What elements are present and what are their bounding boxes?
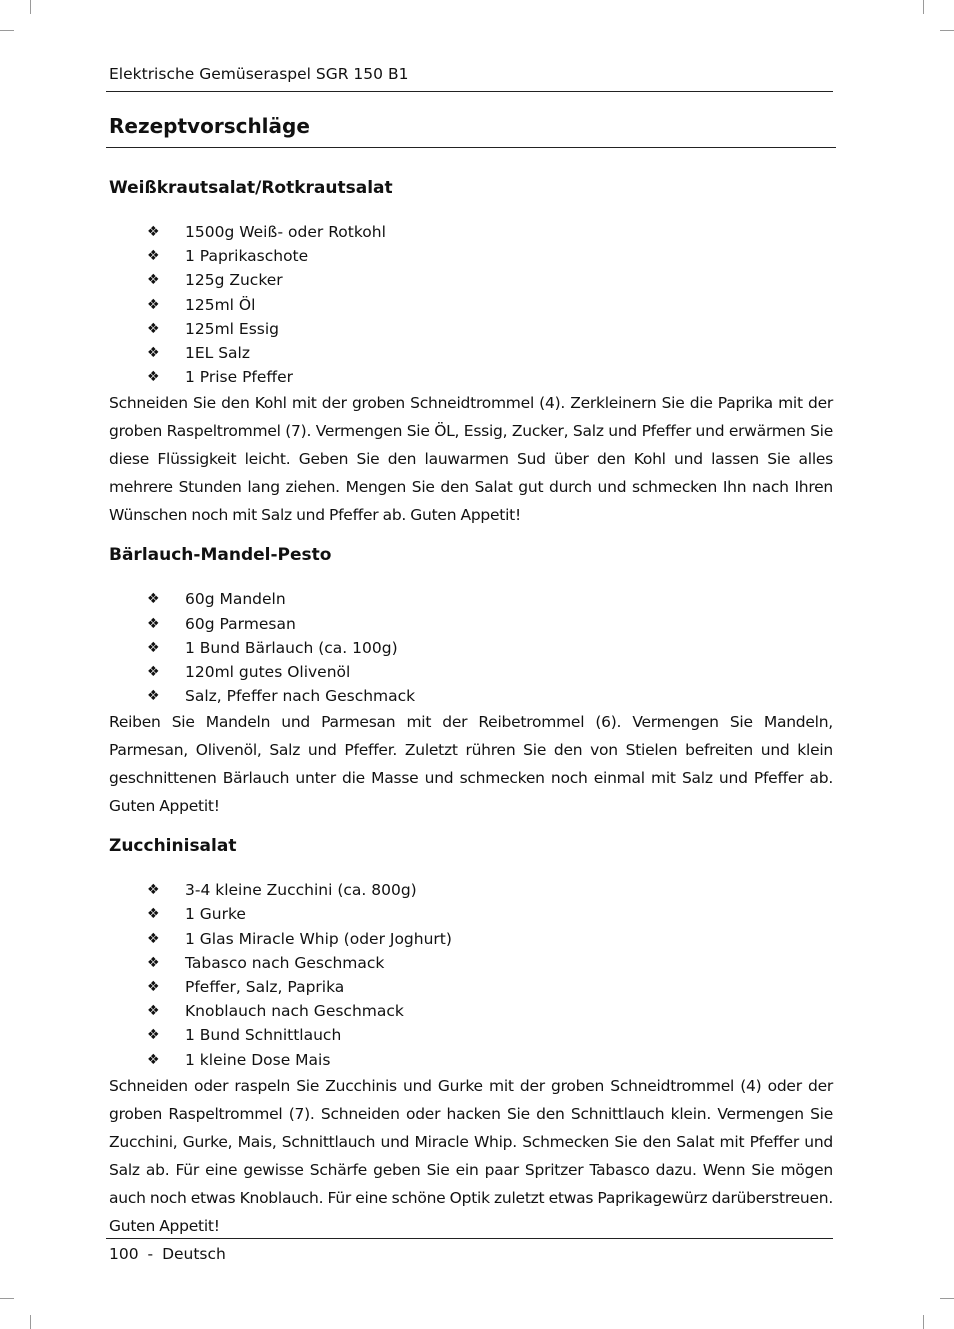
bullet-icon: ❖: [147, 979, 160, 995]
bullet-icon: ❖: [147, 615, 160, 632]
bullet-icon: ❖: [147, 930, 160, 947]
ingredient-text: 60g Parmesan: [185, 614, 296, 633]
ingredient-text: 125g Zucker: [185, 271, 283, 290]
list-item: [109, 878, 833, 902]
ingredient-text: 1 Prise Pfeffer: [185, 368, 294, 387]
instructions-paragraph: Schneiden Sie den Kohl mit der groben Schneidtrommel (4). Zerkleinern Sie die Paprika mit der groben Raspeltrommel (7). Vermengen Sie ÖL, Essig, Zucker, Salz und Pfeffer und erwärmen Sie diese Flüssigkeit leicht. Geben Sie den lauwarmen Sud über den Kohl und lassen Sie alles mehrere Stunden lang ziehen. Mengen Sie den Salat gut durch und schmecken Ihn nach Ihren Wünschen noch mit Salz und Pfeffer ab. Guten Appetit!: [109, 394, 833, 525]
list-item: [109, 587, 833, 611]
bullet-icon: ❖: [147, 639, 160, 656]
list-item: [109, 268, 833, 292]
ingredient-text: 1 Bund Bärlauch (ca. 100g): [185, 638, 398, 657]
ingredient-text: 1 Paprikaschote: [185, 247, 309, 266]
list-item: [109, 220, 833, 244]
bullet-icon: ❖: [147, 272, 160, 289]
bullet-icon: ❖: [147, 296, 160, 313]
ingredient-text: 1500g Weiß- oder Rotkohl: [185, 223, 386, 241]
section-title: Bärlauch-Mandel-Pesto: [109, 545, 332, 566]
list-item: [109, 951, 833, 975]
bullet-icon: ❖: [147, 954, 160, 971]
instructions-paragraph: Schneiden oder raspeln Sie Zucchinis und Gurke mit der groben Schneidtrommel (4) oder der groben Raspeltrommel (7). Schneiden oder hacken Sie den Schnittlauch klein. Vermengen Sie Zucchini, Gurke, Mais, Schnittlauch und Miracle Whip. Schmecken Sie den Salat mit Pfeffer und Salz ab. Für eine gewisse Schärfe geben Sie ein paar Spritzer Tabasco dazu. Wenn Sie mögen auch noch etwas Knoblauch. Für eine schöne Optik zuletzt etwas Paprikagewürz darüberstreuen. Guten Appetit!: [109, 1076, 833, 1235]
ingredient-text: 1EL Salz: [185, 343, 250, 362]
ingredient-text: Tabasco nach Geschmack: [185, 953, 385, 972]
ingredient-list: [109, 587, 833, 708]
ingredient-text: 125ml Essig: [185, 319, 280, 338]
ingredient-text: Pfeffer, Salz, Paprika: [185, 978, 345, 996]
instructions-paragraph: Reiben Sie Mandeln und Parmesan mit der Reibetrommel (6). Vermengen Sie Mandeln, Parmesan, Olivenöl, Salz und Pfeffer. Zuletzt rühren Sie den von Stielen befreiten und klein geschnittenen Bärlauch unter die Masse und schmecken noch einmal mit Salz und Pfeffer ab. Guten Appetit!: [109, 713, 833, 816]
bullet-icon: ❖: [147, 248, 160, 265]
list-item: [109, 1023, 833, 1047]
title-rule: [106, 147, 836, 148]
page-title: Rezeptvorschläge: [109, 114, 310, 138]
list-item: [109, 244, 833, 268]
list-item: [109, 317, 833, 341]
list-item: [109, 999, 833, 1023]
ingredient-text: 1 kleine Dose Mais: [185, 1050, 331, 1069]
ingredient-text: 1 Bund Schnittlauch: [185, 1026, 342, 1045]
bullet-icon: ❖: [147, 882, 160, 899]
bullet-icon: ❖: [147, 906, 160, 923]
page-number: 100: [109, 1245, 139, 1263]
crop-mark-top-left: [30, 0, 31, 14]
list-item: [109, 1048, 833, 1072]
list-item: [109, 684, 833, 708]
ingredient-text: 60g Mandeln: [185, 590, 286, 609]
list-item: [109, 341, 833, 365]
list-item: [109, 902, 833, 926]
list-item: [109, 365, 833, 389]
bullet-icon: ❖: [147, 369, 160, 386]
footer-language: Deutsch: [162, 1245, 226, 1263]
list-item: [109, 293, 833, 317]
list-item: [109, 612, 833, 636]
recipe-section: [109, 542, 833, 820]
ingredient-list: [109, 878, 833, 1072]
header-rule: [106, 91, 833, 92]
section-title: Zucchinisalat: [109, 836, 237, 857]
crop-mark-top-right: [923, 0, 924, 14]
list-item: [109, 927, 833, 951]
ingredient-text: 125ml Öl: [185, 295, 256, 314]
bullet-icon: ❖: [147, 320, 160, 337]
page-footer: [109, 1244, 226, 1264]
bullet-icon: ❖: [147, 1027, 160, 1044]
bullet-icon: ❖: [147, 1003, 160, 1020]
list-item: [109, 975, 833, 999]
crop-mark-bottom-right-h: [940, 1298, 954, 1299]
bullet-icon: ❖: [147, 344, 160, 361]
running-header: Elektrische Gemüseraspel SGR 150 B1: [109, 65, 409, 83]
crop-mark-top-right-h: [940, 30, 954, 31]
ingredient-text: 3-4 kleine Zucchini (ca. 800g): [185, 881, 417, 900]
recipe-section: [109, 833, 833, 1240]
crop-mark-bottom-right: [923, 1315, 924, 1329]
footer-rule: [106, 1238, 833, 1239]
bullet-icon: ❖: [147, 224, 160, 240]
ingredient-list: [109, 220, 833, 389]
ingredient-text: Knoblauch nach Geschmack: [185, 1002, 404, 1021]
section-title: Weißkrautsalat/Rotkrautsalat: [109, 178, 393, 198]
crop-mark-bottom-left: [30, 1315, 31, 1329]
bullet-icon: ❖: [147, 591, 160, 608]
bullet-icon: ❖: [147, 663, 160, 680]
crop-mark-bottom-left-h: [0, 1298, 14, 1299]
ingredient-text: 1 Glas Miracle Whip (oder Joghurt): [185, 929, 452, 948]
recipe-content: [109, 175, 833, 1253]
recipe-section: [109, 175, 833, 529]
footer-separator: -: [147, 1245, 154, 1263]
list-item: [109, 636, 833, 660]
list-item: [109, 660, 833, 684]
ingredient-text: 120ml gutes Olivenöl: [185, 662, 351, 681]
ingredient-text: 1 Gurke: [185, 905, 246, 924]
bullet-icon: ❖: [147, 1051, 160, 1068]
crop-mark-top-left-h: [0, 30, 14, 31]
ingredient-text: Salz, Pfeffer nach Geschmack: [185, 687, 416, 706]
bullet-icon: ❖: [147, 688, 160, 705]
